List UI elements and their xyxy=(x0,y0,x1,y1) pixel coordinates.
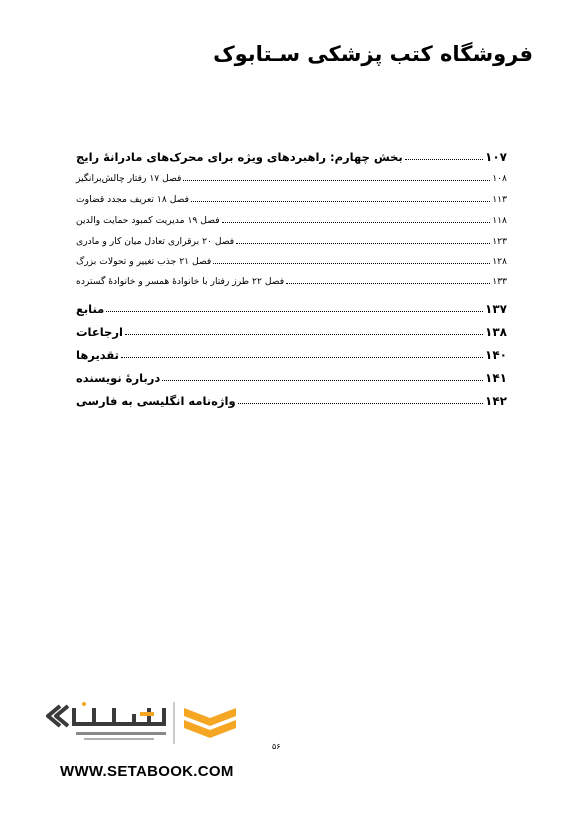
toc-page-number: ۱۰۸ xyxy=(492,173,507,184)
toc-chapter-row[interactable] xyxy=(76,256,507,267)
setabook-logo xyxy=(44,700,244,748)
toc-leader-dots xyxy=(183,180,490,181)
toc-chapter-row[interactable] xyxy=(76,173,507,184)
toc-section-row[interactable] xyxy=(76,325,507,339)
toc-section-row[interactable] xyxy=(76,302,507,316)
toc-leader-dots xyxy=(121,357,483,358)
toc-section-row[interactable] xyxy=(76,394,507,408)
toc-page-number: ۱۳۳ xyxy=(492,276,507,287)
toc-page-number: ۱۳۸ xyxy=(485,325,507,339)
toc-leader-dots xyxy=(125,334,483,335)
brand-url[interactable]: WWW.SETABOOK.COM xyxy=(60,763,234,780)
toc-leader-dots xyxy=(222,222,491,223)
toc-chapter-row[interactable] xyxy=(76,194,507,205)
toc-section-row[interactable] xyxy=(76,348,507,362)
toc-chapter-row[interactable] xyxy=(76,276,507,287)
toc-page-number: ۱۳۷ xyxy=(485,302,507,316)
toc-page-number: ۱۴۲ xyxy=(485,394,507,408)
toc-entry-title: بخش چهارم: راهبردهای ویژه برای محرک‌های مادرانهٔ رایج xyxy=(76,150,403,164)
page-number: ۵۶ xyxy=(272,742,281,751)
toc-page-number: ۱۰۷ xyxy=(485,150,507,164)
toc-leader-dots xyxy=(191,201,490,202)
toc-entry-title: تقدیرها xyxy=(76,348,120,362)
toc-leader-dots xyxy=(405,159,483,160)
toc-chapter-row[interactable] xyxy=(76,236,507,247)
toc-leader-dots xyxy=(238,403,483,404)
toc-entry-title: فصل ۱۸ تعریف مجدد قضاوت xyxy=(76,194,190,205)
toc-leader-dots xyxy=(106,311,483,312)
toc-page-number: ۱۲۳ xyxy=(492,236,507,247)
toc-entry-title: واژه‌نامه انگلیسی به فارسی xyxy=(76,394,236,408)
toc-page-number: ۱۴۰ xyxy=(485,348,507,362)
toc-entry-title: فصل ۱۷ رفتار چالش‌برانگیز xyxy=(76,173,182,184)
toc-leader-dots xyxy=(162,380,483,381)
toc-page-number: ۱۱۸ xyxy=(492,215,507,226)
toc-entry-title: ارجاعات xyxy=(76,325,123,339)
toc-page-number: ۱۴۱ xyxy=(485,371,507,385)
toc-page-number: ۱۱۳ xyxy=(492,194,507,205)
toc-entry-title: فصل ۲۰ برقراری تعادل میان کار و مادری xyxy=(76,236,235,247)
toc-page-number: ۱۲۸ xyxy=(492,256,507,267)
toc-leader-dots xyxy=(236,243,490,244)
toc-part-row[interactable] xyxy=(76,150,507,164)
toc-entry-title: فصل ۱۹ مدیریت کمبود حمایت والدین xyxy=(76,215,220,226)
toc-entry-title: منابع xyxy=(76,302,105,316)
toc-chapter-row[interactable] xyxy=(76,215,507,226)
toc-leader-dots xyxy=(213,263,490,264)
toc-entry-title: فصل ۲۱ جذب تغییر و تحولات بزرگ xyxy=(76,256,212,267)
toc-leader-dots xyxy=(286,283,490,284)
page-title: فروشگاه کتب پزشکی سـتابوک xyxy=(213,42,533,66)
toc-entry-title: دربارهٔ نویسنده xyxy=(76,371,161,385)
toc-entry-title: فصل ۲۲ طرز رفتار با خانوادهٔ همسر و خانوادهٔ گسترده xyxy=(76,276,285,287)
logo-graphic xyxy=(44,700,244,748)
toc-section-row[interactable] xyxy=(76,371,507,385)
